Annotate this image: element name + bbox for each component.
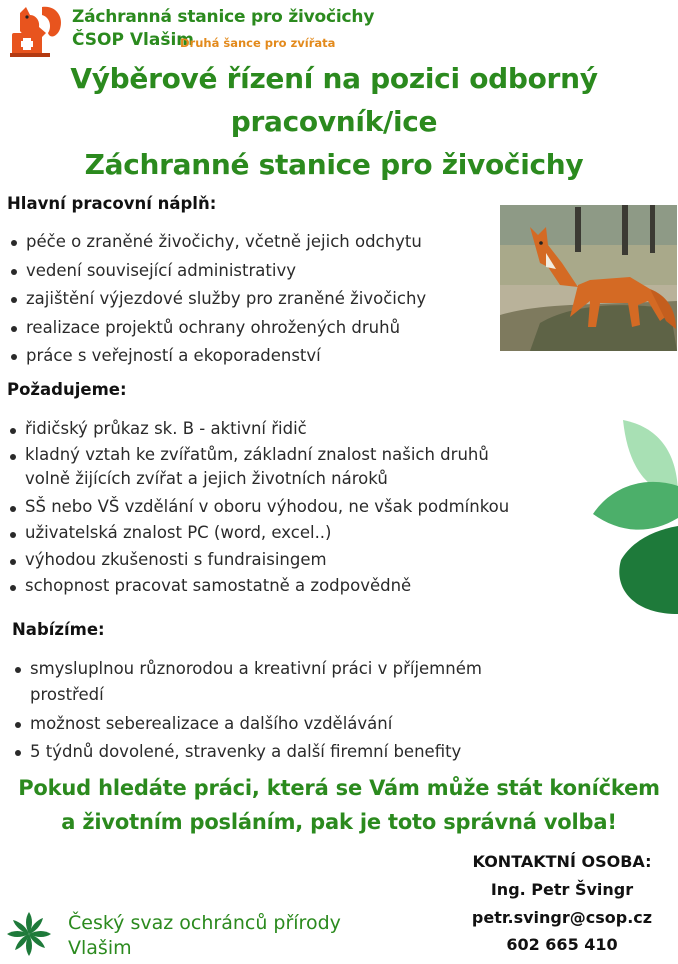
cta-line1: Pokud hledáte práci, která se Vám může stát koníčkem [18, 776, 660, 800]
cta-line2: a životním posláním, pak je toto správná volba! [61, 810, 617, 834]
fox-photo [500, 205, 677, 351]
footer-org-city: Vlašim [68, 937, 132, 959]
page-title-line1: Výběrové řízení na pozici odborný [70, 62, 598, 95]
page-title-line3: Záchranné stanice pro živočichy [84, 148, 584, 181]
squirrel-logo-icon [6, 3, 66, 61]
list-item: práce s veřejností a ekoporadenství [8, 342, 426, 371]
list-item: možnost seberealizace a dalšího vzdělávání [12, 710, 530, 738]
list-item: smysluplnou různorodou a kreativní práci v příjemném prostředí [12, 656, 530, 710]
list-item: realizace projektů ochrany ohrožených druhů [8, 314, 426, 343]
list-item: SŠ nebo VŠ vzdělání v oboru výhodou, ne však podmínkou [7, 494, 525, 521]
org-tagline: Druhá šance pro zvířata [180, 36, 336, 50]
list-item: 5 týdnů dovolené, stravenky a další firemní benefity [12, 738, 530, 766]
contact-phone: 602 665 410 [506, 935, 618, 954]
list-item: schopnost pracovat samostatně a zodpovědně [7, 573, 525, 600]
duties-heading: Hlavní pracovní náplň: [7, 194, 217, 213]
contact-label: KONTAKTNÍ OSOBA: [472, 852, 652, 871]
list-item: zajištění výjezdové služby pro zraněné živočichy [8, 285, 426, 314]
offer-list [12, 656, 530, 766]
contact-email: petr.svingr@csop.cz [471, 908, 653, 927]
list-item: řidičský průkaz sk. B - aktivní řidič [7, 416, 525, 443]
requirements-list [7, 416, 525, 600]
list-item: výhodou zkušenosti s fundraisingem [7, 547, 525, 574]
list-item: péče o zraněné živočichy, včetně jejich odchytu [8, 228, 426, 257]
list-item: vedení související administrativy [8, 257, 426, 286]
contact-name: Ing. Petr Švingr [490, 880, 634, 899]
footer-org-name: Český svaz ochránců přírody [68, 912, 341, 934]
csop-seal-icon [3, 908, 55, 960]
leaves-decoration-icon [593, 418, 678, 618]
requirements-heading: Požadujeme: [7, 380, 127, 399]
org-branch: ČSOP Vlašim [72, 30, 194, 50]
duties-list [8, 228, 426, 371]
page-title-line2: pracovník/ice [230, 105, 438, 138]
list-item: kladný vztah ke zvířatům, základní znalost našich druhů volně žijících zvířat a jejich životních nároků [7, 443, 525, 494]
org-name: Záchranná stanice pro živočichy [72, 7, 375, 27]
list-item: uživatelská znalost PC (word, excel..) [7, 520, 525, 547]
offer-heading: Nabízíme: [12, 620, 105, 639]
